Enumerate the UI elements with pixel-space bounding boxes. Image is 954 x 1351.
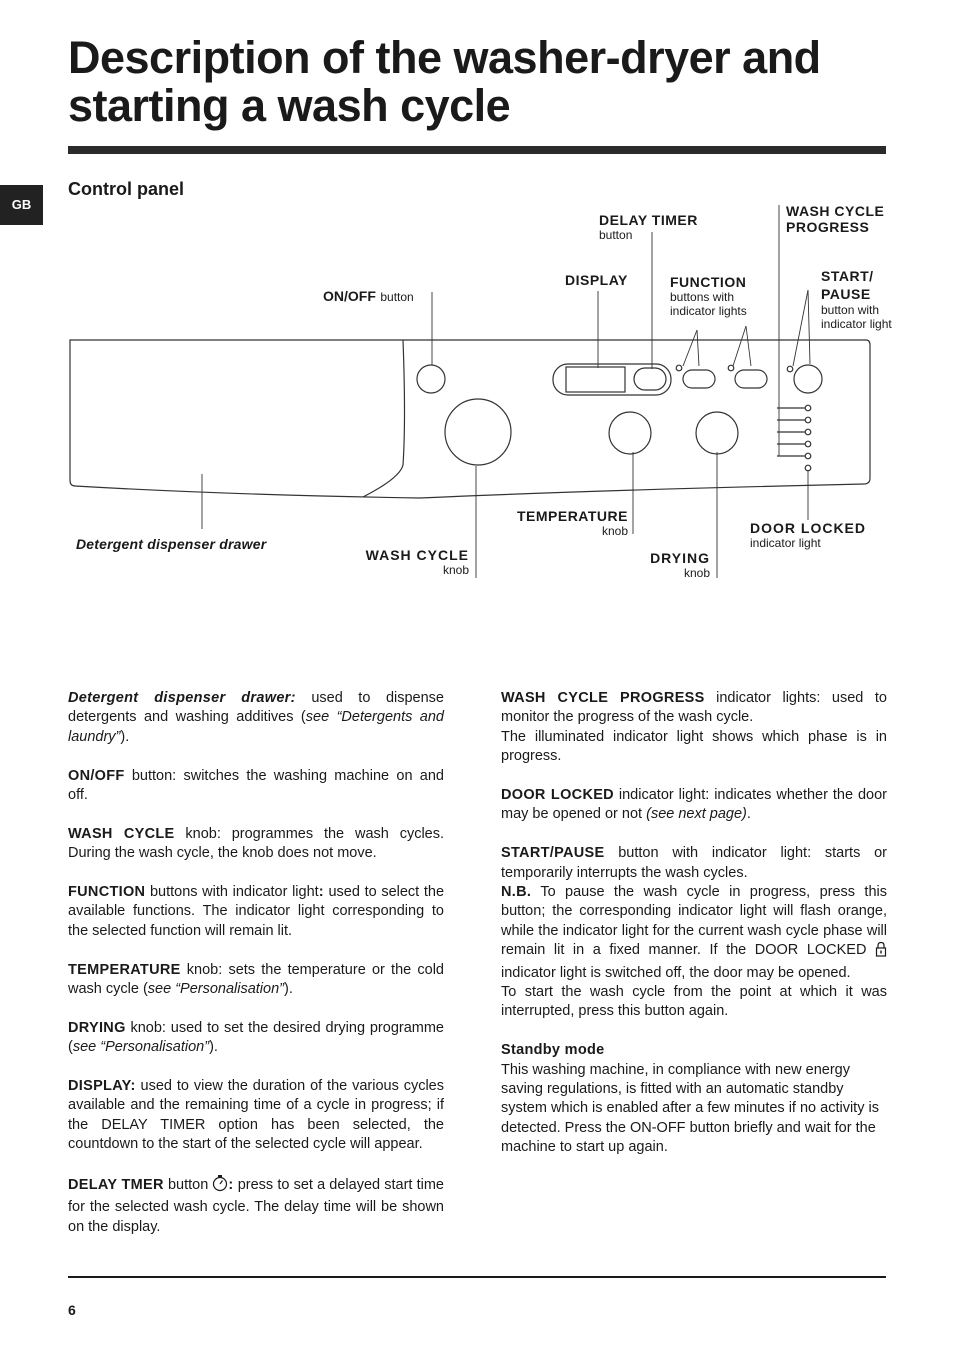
panel-outline xyxy=(70,340,870,498)
display-screen xyxy=(566,367,625,392)
function-light-1 xyxy=(676,365,682,371)
delay-timer-callout: DELAY TIMER button xyxy=(599,212,698,242)
wash-cycle-progress-callout: WASH CYCLE PROGRESS xyxy=(786,203,885,235)
function-callout: FUNCTION buttons with indicator lights xyxy=(670,274,747,318)
temperature-description: TEMPERATURE knob: sets the temperature or the cold wash cycle (see “Personalisation”). xyxy=(68,961,444,998)
door-locked-callout: DOOR LOCKED indicator light xyxy=(750,520,866,550)
wash-cycle-knob-shape xyxy=(445,399,511,465)
footer-divider xyxy=(68,1276,886,1278)
start-pause-light xyxy=(787,366,793,372)
start-pause-description: START/PAUSE button with indicator light: starts or temporarily interrupts the wash cycles. N.B. To pause the wash cycle in progress, press this button; the corresponding indicator light will flash orange, while the indicator light for the current wash cycle phase will remain lit in a fixed manner. If the DOOR LOCKED indicator light is switched off, the door may be opened. To start the wash cycle from the point at which it was interrupted, press this button again. xyxy=(501,845,887,1020)
control-panel-diagram xyxy=(0,0,954,620)
start-pause-button-shape xyxy=(794,365,822,393)
detergent-description: Detergent dispenser drawer: used to dispense detergents and washing additives (see “Detergents and laundry”). xyxy=(68,690,444,745)
padlock-icon xyxy=(875,941,887,963)
start-pause-callout: START/ PAUSE button with indicator light xyxy=(821,268,892,331)
standby-description: This washing machine, in compliance with new energy saving regulations, is fitted with an automatic standby system which is enabled after a few minutes if no activity is detected. Press the ON-OFF button briefly and wait for the machine to start up again. xyxy=(501,1061,879,1156)
function-button-2-shape xyxy=(735,370,767,388)
door-locked-description: DOOR LOCKED indicator light: indicates whether the door may be opened or not (see next page). xyxy=(501,787,887,823)
delay-timer-description: DELAY TMER button : press to set a delayed start time for the selected wash cycle. The delay time will be shown on the display. xyxy=(68,1174,444,1237)
function-description: FUNCTION buttons with indicator light: used to select the available functions. The indicator light corresponding to the selected function will remain lit. xyxy=(68,884,445,939)
page-number: 6 xyxy=(68,1302,76,1318)
delay-timer-button-shape xyxy=(634,368,666,390)
standby-heading: Standby mode xyxy=(501,1042,605,1059)
temperature-callout: TEMPERATURE knob xyxy=(516,508,628,538)
drawer-divider xyxy=(363,340,405,497)
section-heading: Control panel xyxy=(68,179,184,199)
descriptions-left-column xyxy=(68,689,444,1257)
wash-cycle-callout: WASH CYCLE knob xyxy=(365,547,469,577)
timer-icon xyxy=(212,1174,228,1198)
page-title: Description of the washer-dryer and starting a wash cycle xyxy=(68,32,821,131)
wash-cycle-description: WASH CYCLE knob: programmes the wash cycles. During the wash cycle, the knob does not move. xyxy=(68,825,445,862)
drying-callout: DRYING knob xyxy=(650,550,710,580)
on-off-button-shape xyxy=(417,365,445,393)
descriptions-right-column xyxy=(501,689,887,1177)
on-off-description: ON/OFF button: switches the washing machine on and off. xyxy=(68,767,444,804)
on-off-callout: ON/OFF button xyxy=(323,288,414,304)
drying-knob-shape xyxy=(696,412,738,454)
function-light-2 xyxy=(728,365,734,371)
drying-description: DRYING knob: used to set the desired drying programme (see “Personalisation”). xyxy=(68,1019,444,1056)
wash-cycle-progress-description: WASH CYCLE PROGRESS indicator lights: used to monitor the progress of the wash cycle. The illuminated indicator light shows which phase is in progress. xyxy=(501,690,887,765)
function-button-1-shape xyxy=(683,370,715,388)
language-tab: GB xyxy=(0,185,43,225)
detergent-drawer-callout: Detergent dispenser drawer xyxy=(76,536,267,552)
temperature-knob-shape xyxy=(609,412,651,454)
display-description: DISPLAY: used to view the duration of the various cycles available and the remaining time of a cycle in progress; if the DELAY TIMER option has been selected, the countdown to the start of the selected cycle will appear. xyxy=(68,1078,444,1153)
display-callout: DISPLAY xyxy=(565,272,628,288)
